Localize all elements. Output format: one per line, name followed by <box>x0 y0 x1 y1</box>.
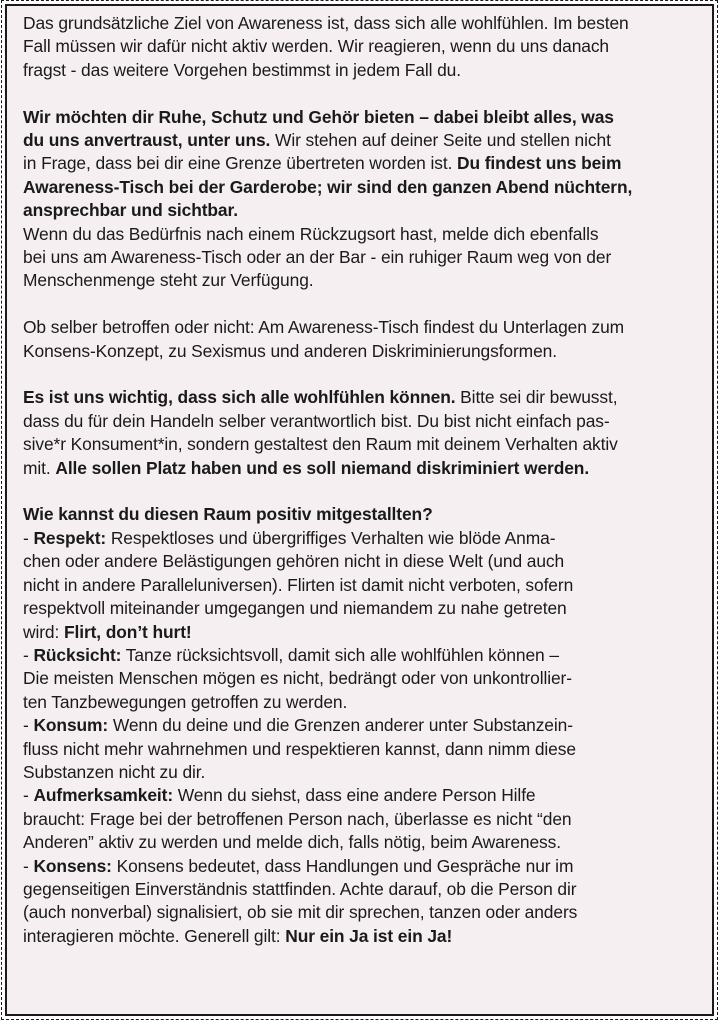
document-body <box>23 12 713 948</box>
respekt-line-4: respektvoll miteinander umgegangen und niemandem zu nahe getreten <box>23 598 567 619</box>
konsum-line-2: fluss nicht mehr wahrnehmen und respektieren kannst, dann nimm diese <box>23 738 576 759</box>
support-paragraph <box>23 106 713 293</box>
support-text-4: bei uns am Awareness-Tisch oder an der Bar - ein ruhiger Raum weg von der <box>23 247 612 268</box>
intro-line-1: Das grundsätzliche Ziel von Awareness ist, dass sich alle wohlfühlen. Im besten <box>23 13 629 33</box>
ruecksicht-line-3: ten Tanzbewegungen getroffen zu werden. <box>23 691 348 712</box>
responsibility-text-4: mit. <box>23 457 56 478</box>
support-bold-2: du uns anvertraust, unter uns. <box>23 130 271 151</box>
aufmerksamkeit-line-1: Wenn du siehst, dass eine andere Person Hilfe <box>173 785 536 806</box>
aufmerksamkeit-line-2: braucht: Frage bei der betroffenen Person nach, überlasse es nicht “den <box>23 808 572 829</box>
documents-paragraph <box>23 316 713 363</box>
respekt-line-1: Respektloses und übergriffiges Verhalten wie blöde Anma- <box>106 527 556 548</box>
support-bold-3: Du findest uns beim <box>457 153 622 174</box>
responsibility-text-3: sive*r Konsument*in, sondern gestaltest den Raum mit deinem Verhalten aktiv <box>23 434 618 455</box>
responsibility-text-2: dass du für dein Handeln selber verantwortlich bist. Du bist nicht einfach pas- <box>23 410 610 431</box>
intro-line-3: fragst - das weitere Vorgehen bestimmst in jedem Fall du. <box>23 59 461 80</box>
aufmerksamkeit-line-3: Anderen” aktiv zu werden und melde dich, falls nötig, beim Awareness. <box>23 832 561 853</box>
responsibility-text-1: Bitte sei dir bewusst, <box>455 387 618 408</box>
paragraph-gap <box>23 293 713 316</box>
aufmerksamkeit-dash: - <box>23 785 34 806</box>
documents-line-1: Ob selber betroffen oder nicht: Am Awareness-Tisch findest du Unterlagen zum <box>23 317 625 338</box>
aufmerksamkeit-label: Aufmerksamkeit: <box>33 785 174 806</box>
konsens-dash: - <box>23 855 34 876</box>
support-bold-5: ansprechbar und sichtbar. <box>23 200 238 221</box>
konsens-line-2: gegenseitigen Einverständnis stattfinden. Achte darauf, ob die Person dir <box>23 878 577 899</box>
konsens-line-3: (auch nonverbal) signalisiert, ob sie mit dir sprechen, tanzen oder anders <box>23 902 578 923</box>
respekt-label: Respekt: <box>33 527 107 548</box>
ruecksicht-line-1: Tanze rücksichtsvoll, damit sich alle wohlfühlen können – <box>121 644 559 665</box>
paragraph-gap <box>23 82 713 105</box>
konsum-line-1: Wenn du deine und die Grenzen anderer unter Substanzein- <box>108 715 573 736</box>
konsens-line-4: interagieren möchte. Generell gilt: <box>23 925 286 946</box>
support-text-3: Wenn du das Bedürfnis nach einem Rückzugsort hast, melde dich ebenfalls <box>23 223 599 244</box>
intro-paragraph <box>23 12 713 82</box>
ruecksicht-label: Rücksicht: <box>33 644 122 665</box>
ruecksicht-line-2: Die meisten Menschen mögen es nicht, bedrängt oder von unkontrollier- <box>23 668 572 689</box>
support-bold-4: Awareness-Tisch bei der Garderobe; wir sind den ganzen Abend nüchtern, <box>23 176 633 197</box>
ruecksicht-dash: - <box>23 644 34 665</box>
paragraph-gap <box>23 480 713 503</box>
respekt-line-2: chen oder andere Belästigungen gehören nicht in diese Welt (und auch <box>23 551 565 572</box>
respekt-line-5: wird: <box>23 621 64 642</box>
respekt-line-3: nicht in andere Paralleluniversen). Flirten ist damit nicht verboten, sofern <box>23 574 574 595</box>
guide-heading: Wie kannst du diesen Raum positiv mitgestallten? <box>23 504 433 525</box>
document-page <box>5 4 714 1016</box>
konsens-label: Konsens: <box>33 855 112 876</box>
konsum-line-3: Substanzen nicht zu dir. <box>23 761 206 782</box>
support-text-1: Wir stehen auf deiner Seite und stellen nicht <box>270 130 611 151</box>
konsum-dash: - <box>23 715 34 736</box>
support-text-5: Menschenmenge steht zur Verfügung. <box>23 270 314 291</box>
konsens-line-1: Konsens bedeutet, dass Handlungen und Gespräche nur im <box>111 855 574 876</box>
responsibility-paragraph <box>23 386 713 480</box>
support-bold-1: Wir möchten dir Ruhe, Schutz und Gehör bieten – dabei bleibt alles, was <box>23 106 614 127</box>
documents-line-2: Konsens-Konzept, zu Sexismus und anderen Diskriminierungsformen. <box>23 340 557 361</box>
respekt-dash: - <box>23 527 34 548</box>
support-text-2: in Frage, dass bei dir eine Grenze übertreten worden ist. <box>23 153 458 174</box>
guide-section <box>23 503 713 948</box>
paragraph-gap <box>23 363 713 386</box>
konsum-label: Konsum: <box>33 715 109 736</box>
intro-line-2: Fall müssen wir dafür nicht aktiv werden. Wir reagieren, wenn du uns danach <box>23 36 609 57</box>
konsens-slogan: Nur ein Ja ist ein Ja! <box>285 925 453 946</box>
respekt-slogan: Flirt, don’t hurt! <box>63 621 192 642</box>
responsibility-bold-2: Alle sollen Platz haben und es soll niemand diskriminiert werden. <box>55 457 590 478</box>
responsibility-bold-1: Es ist uns wichtig, dass sich alle wohlfühlen können. <box>23 387 456 408</box>
